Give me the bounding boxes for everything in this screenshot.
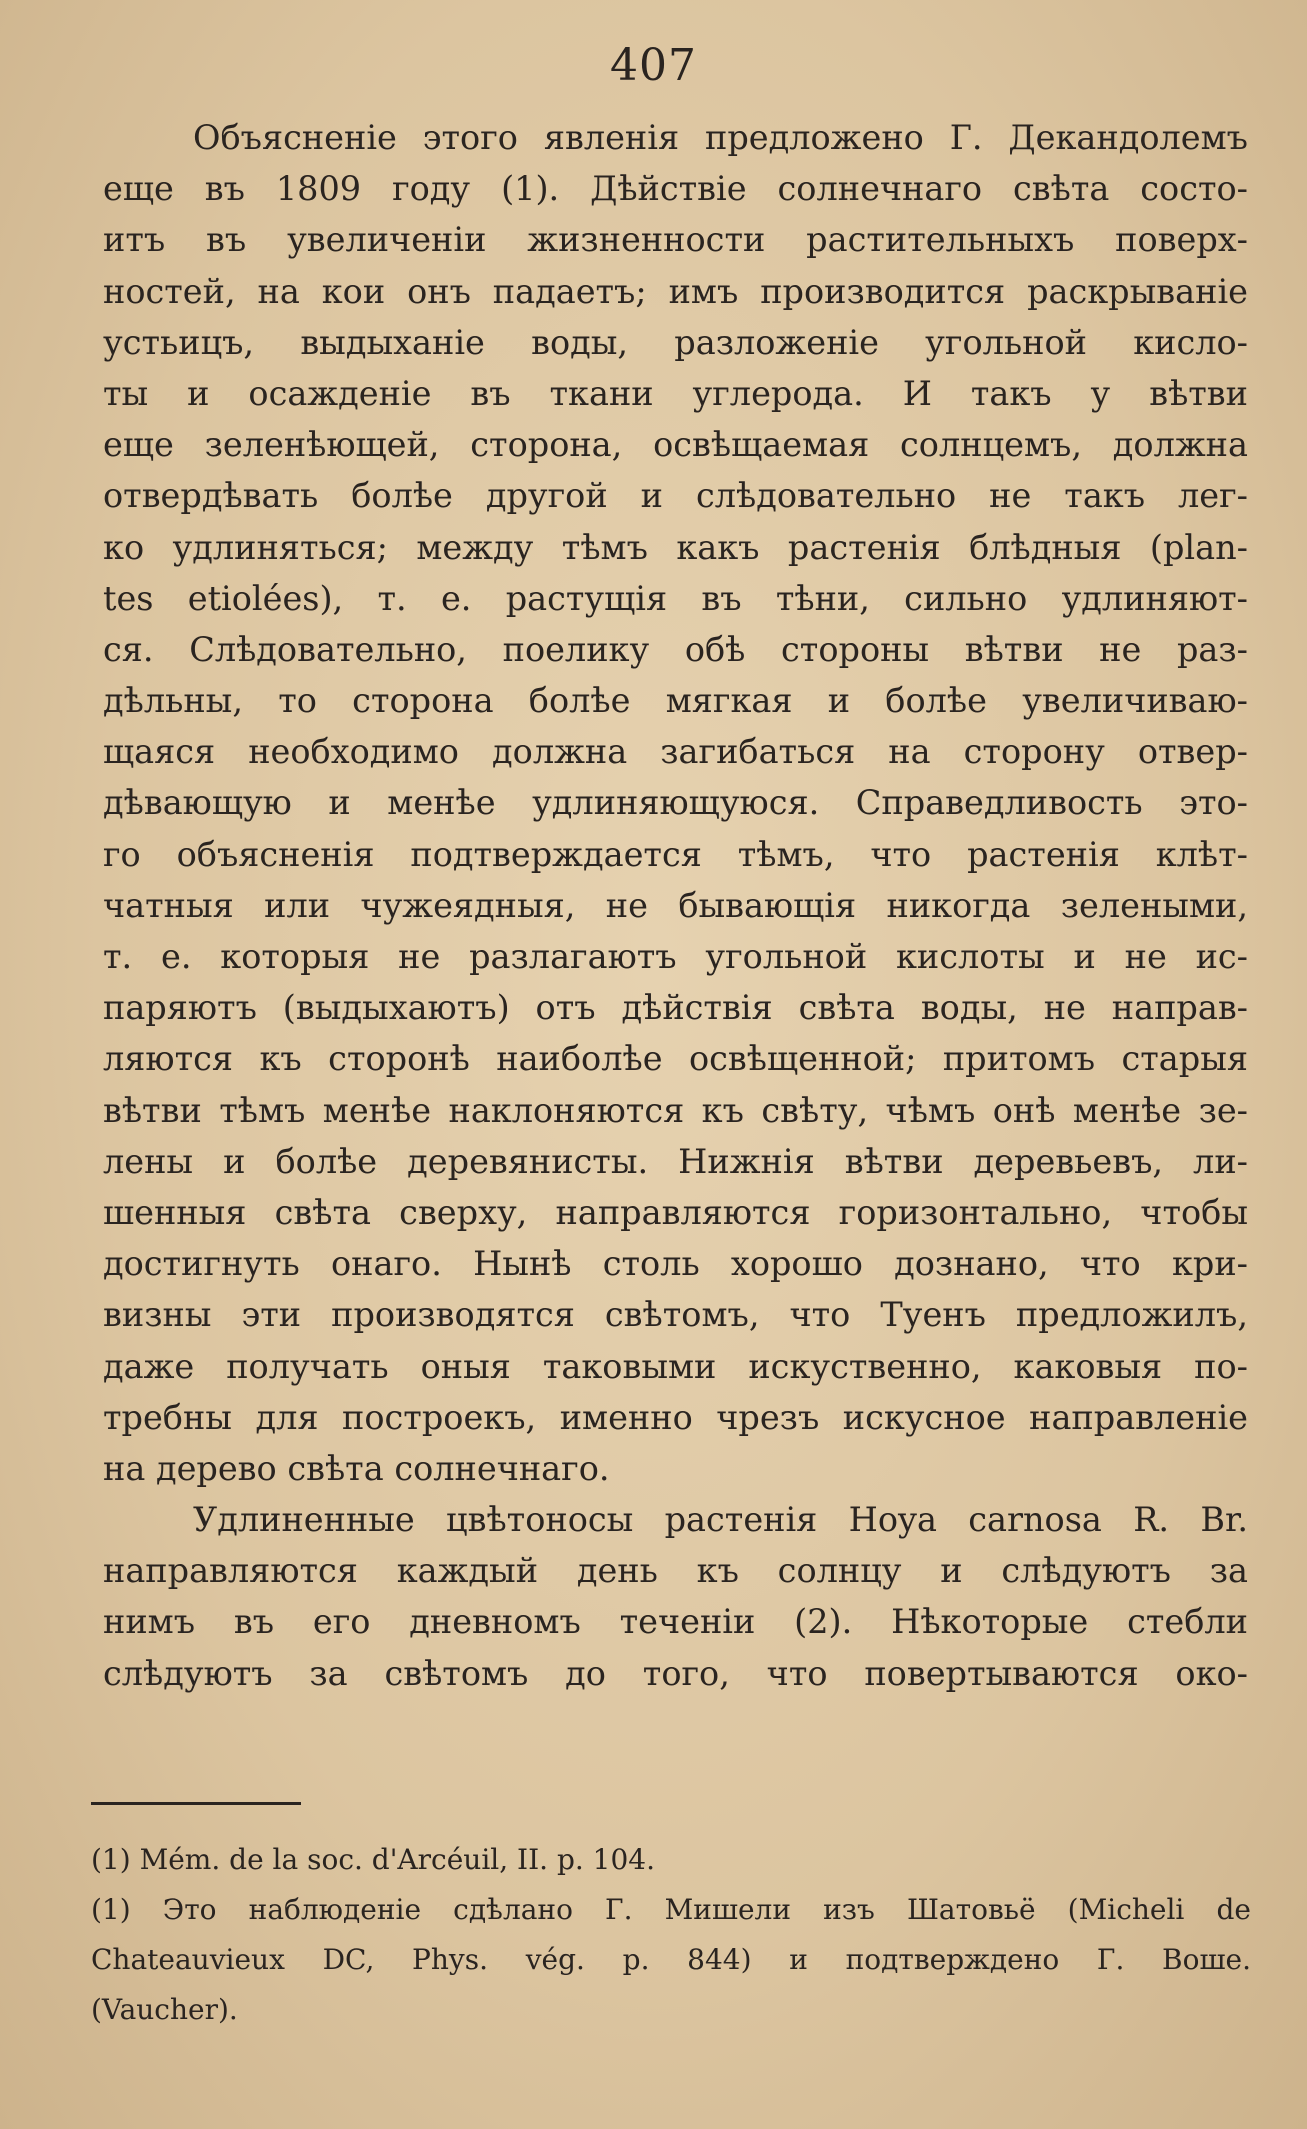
footnote-line: Chateauvieux DC, Phys. vég. p. 844) и подтверждено Г. Воше. [91,1943,1251,1976]
text-line: еще зеленѣющей, сторона, освѣщаемая солнцемъ, должна [103,425,1248,465]
text-line: слѣдуютъ за свѣтомъ до того, что повертываются око- [103,1653,1248,1693]
text-line: отвердѣвать болѣе другой и слѣдовательно не такъ лег- [103,476,1248,516]
footnotes [91,1835,1251,2035]
footnote-line: (Vaucher). [91,1993,238,2026]
text-line: паряютъ (выдыхаютъ) отъ дѣйствія свѣта воды, не направ- [103,988,1248,1028]
text-line: визны эти производятся свѣтомъ, что Туенъ предложилъ, [103,1295,1248,1335]
text-line: tes etiolées), т. е. растущія въ тѣни, сильно удлиняют- [103,578,1248,618]
text-line: шенныя свѣта сверху, направляются горизонтально, чтобы [103,1192,1248,1232]
text-line: дѣвающую и менѣе удлиняющуюся. Справедливость это- [103,783,1248,823]
text-line: устьицъ, выдыханіе воды, разложеніе угольной кисло- [103,322,1248,362]
text-line: щаяся необходимо должна загибаться на сторону отвер- [103,732,1248,772]
footnote-line: (1) Это наблюденіе сдѣлано Г. Мишели изъ Шатовьё (Micheli de [91,1893,1251,1926]
footnote-line: (1) Mém. de la soc. d'Arcéuil, II. p. 104. [91,1843,656,1876]
text-line: Удлиненные цвѣтоносы растенія Hoya carnosa R. Br. [193,1500,1248,1540]
text-line: ляются къ сторонѣ наиболѣе освѣщенной; притомъ старыя [103,1039,1248,1079]
footnote-divider [91,1802,301,1805]
text-line: лены и болѣе деревянисты. Нижнія вѣтви деревьевъ, ли- [103,1141,1248,1181]
text-line: ся. Слѣдовательно, поелику обѣ стороны вѣтви не раз- [103,629,1248,669]
text-line: дѣльны, то сторона болѣе мягкая и болѣе увеличиваю- [103,681,1248,721]
text-line: чатныя или чужеядныя, не бывающія никогда зелеными, [103,885,1248,925]
text-line: ко удлиняться; между тѣмъ какъ растенія блѣдныя (plan- [103,527,1248,567]
text-line: направляются каждый день къ солнцу и слѣдуютъ за [103,1551,1248,1591]
text-line: Объясненіе этого явленія предложено Г. Декандолемъ [193,118,1248,157]
main-text [103,112,1248,1699]
text-line: еще въ 1809 году (1). Дѣйствіе солнечнаго свѣта состо- [103,169,1248,209]
text-line: требны для построекъ, именно чрезъ искусное направленіе [103,1397,1248,1437]
text-line: го объясненія подтверждается тѣмъ, что растенія клѣт- [103,834,1248,874]
text-line: итъ въ увеличеніи жизненности растительныхъ поверх- [103,220,1248,260]
text-line: вѣтви тѣмъ менѣе наклоняются къ свѣту, чѣмъ онѣ менѣе зе- [103,1090,1248,1130]
text-line: достигнуть онаго. Нынѣ столь хорошо дознано, что кри- [103,1244,1248,1284]
text-line: на дерево свѣта солнечнаго. [103,1448,610,1488]
text-line: ты и осажденіе въ ткани углерода. И такъ у вѣтви [103,373,1248,413]
text-line: нимъ въ его дневномъ теченіи (2). Нѣкоторые стебли [103,1602,1248,1642]
text-line: даже получать оныя таковыми искуственно, каковыя по- [103,1346,1248,1386]
text-line: т. е. которыя не разлагаютъ угольной кислоты и не ис- [103,937,1248,976]
text-line: ностей, на кои онъ падаетъ; имъ производится раскрываніе [103,271,1248,311]
page-number: 407 [610,40,697,91]
